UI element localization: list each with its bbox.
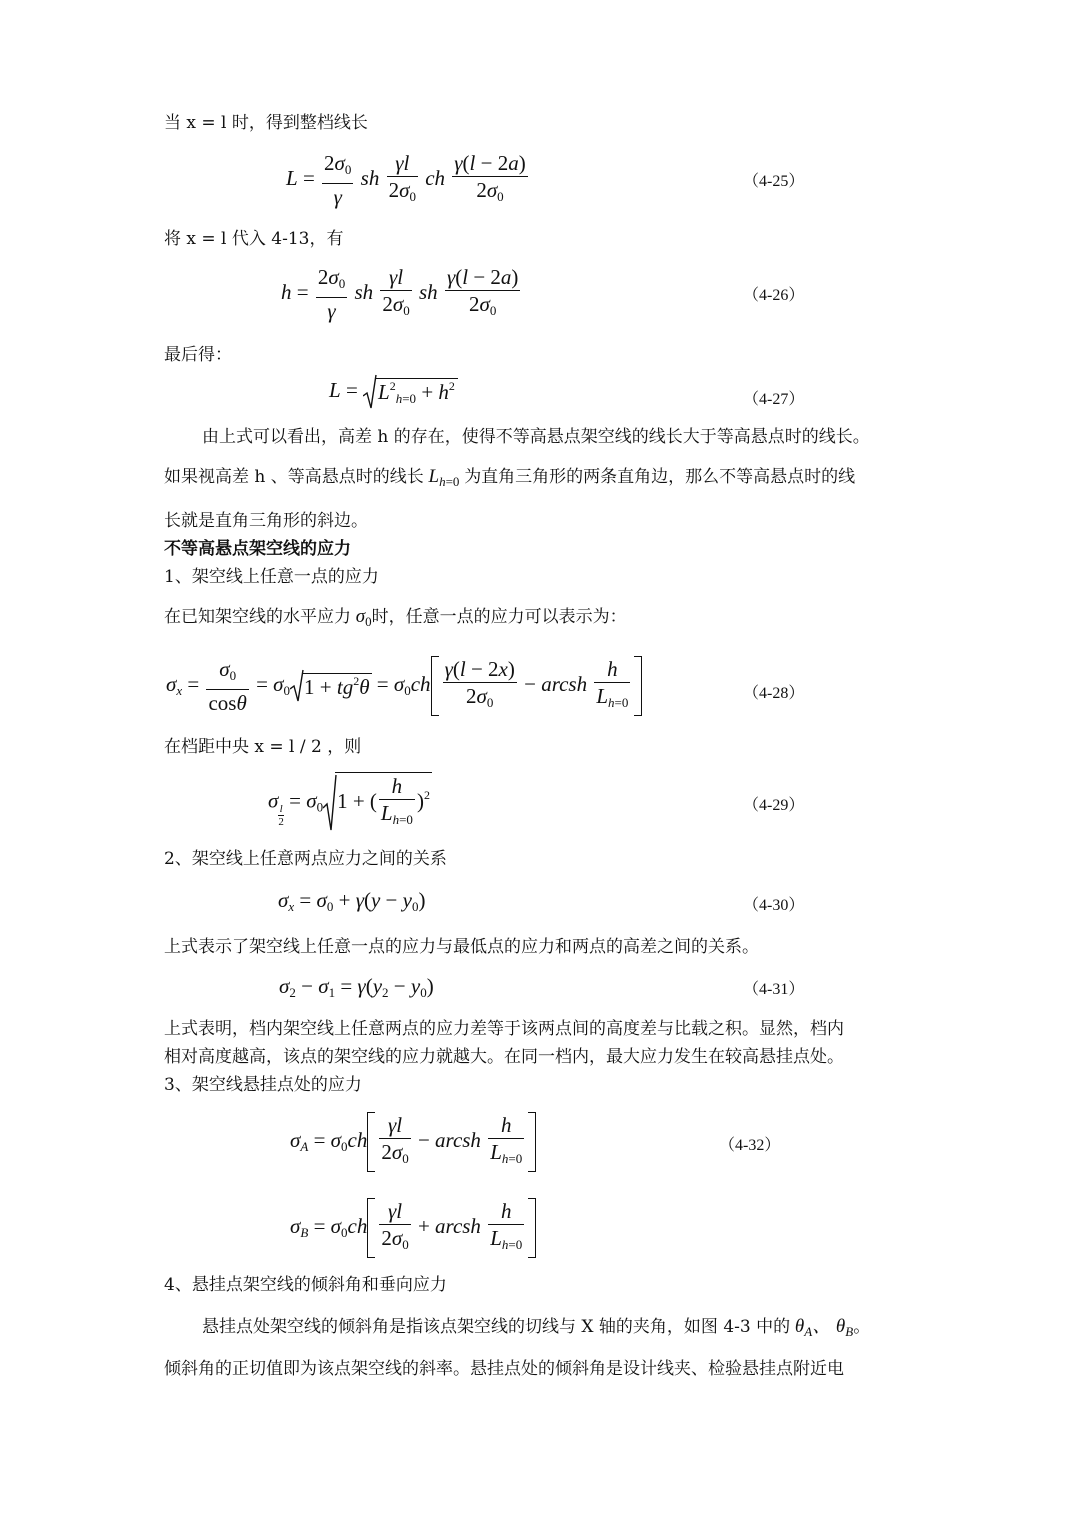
subsection-2-text: 上式表示了架空线上任意一点的应力与最低点的应力和两点的高差之间的关系。 bbox=[164, 937, 759, 957]
subsection-1-title: 1、架空线上任意一点的应力 bbox=[164, 567, 379, 587]
equation-4-26: h = $\frac{2\sigma_0}{\gamma}$ sh $\frac{\gamma l}{2\sigma_0}$ sh $\frac{\gamma(l - 2a)}{2\sigma_0}$ bbox=[281, 265, 519, 323]
equation-number-4-30: （4-30） bbox=[743, 897, 805, 914]
equation-4-32-a: $\sigma_A = \sigma_0ch$ $\frac{\gamma l}{2\sigma_0}$ − arcsh $\frac{h}{L_{h=0}}$ bbox=[290, 1112, 536, 1172]
subsection-1-text bbox=[164, 606, 627, 633]
subsection-4-line-1-text: 悬挂点处架空线的倾斜角是指该点架空线的切线与 X 轴的夹角，如图 4-3 中的 bbox=[202, 1317, 791, 1337]
equation-4-25: L = $\frac{2\sigma_0}{\gamma}$ sh $\frac{\gamma l}{2\sigma_0}$ ch $\frac{\gamma(l - 2a)}{2\sigma_0}$ bbox=[286, 151, 526, 209]
paragraph-line-1: 由上式可以看出，高差 h 的存在，使得不等高悬点架空线的线长大于等高悬点时的线长。 bbox=[202, 427, 870, 447]
text-line-midspan: 在档距中央 x = l / 2 ，则 bbox=[164, 737, 362, 757]
equation-number-4-32: （4-32） bbox=[719, 1137, 781, 1154]
equation-4-30: $\sigma_x = \sigma_0 + \gamma(y - y_0)$ bbox=[278, 888, 426, 914]
equation-4-29: σ $\frac{l}{2}$ = $\sigma_0$ 1 + ( $\frac{h}{L_{h=0}}$ )$^2$ bbox=[268, 772, 432, 833]
equation-4-28: $\sigma_x$ = $\frac{\sigma_0}{\cos\theta}$ = $\sigma_0$ $1 + tg^2\theta = \sigma_0ch$ $\frac{\gamma(l - 2x)}{2\sigma_0}$ − arcsh $\frac{h}{L_{h=0}}$ bbox=[166, 656, 642, 716]
subsection-4-line-2: 倾斜角的正切值即为该点架空线的斜率。悬挂点处的倾斜角是设计线夹、检验悬挂点附近电 bbox=[164, 1359, 844, 1379]
subsection-4-title: 4、悬挂点架空线的倾斜角和垂向应力 bbox=[164, 1275, 447, 1295]
equation-number-4-28: （4-28） bbox=[743, 685, 805, 702]
section-heading: 不等高悬点架空线的应力 bbox=[164, 539, 351, 559]
text-line-3: 最后得： bbox=[164, 345, 232, 365]
math-sigma0: $\sigma_0$ bbox=[351, 606, 372, 629]
text-line-2: 将 x = l 代入 4-13，有 bbox=[164, 229, 344, 249]
text-line-1: 当 x = l 时，得到整档线长 bbox=[164, 113, 368, 133]
subsection-2-result-line-2: 相对高度越高，该点的架空线的应力就越大。在同一档内，最大应力发生在较高悬挂点处。 bbox=[164, 1047, 844, 1067]
subsection-1-text-b: 时，任意一点的应力可以表示为： bbox=[371, 607, 627, 627]
subsection-1-text-a: 在已知架空线的水平应力 bbox=[164, 607, 351, 627]
equation-number-4-31: （4-31） bbox=[743, 981, 805, 998]
subsection-2-result-line-1: 上式表明，档内架空线上任意两点的应力差等于该两点间的高度差与比载之积。显然，档内 bbox=[164, 1019, 844, 1039]
equation-number-4-29: （4-29） bbox=[743, 797, 805, 814]
equation-4-27: $L = L^2_{h=0} + h^2$ bbox=[329, 374, 458, 410]
equation-4-32-b: $\sigma_B = \sigma_0ch$ $\frac{\gamma l}{2\sigma_0}$ + arcsh $\frac{h}{L_{h=0}}$ bbox=[290, 1198, 536, 1258]
subsection-4-line-1: 悬挂点处架空线的倾斜角是指该点架空线的切线与 X 轴的夹角，如图 4-3 中的 $\theta_A$、 $\theta_B$。 bbox=[202, 1316, 871, 1339]
paragraph-line-2a: 如果视高差 h 、等高悬点时的线长 bbox=[164, 467, 424, 487]
equation-number-4-27: （4-27） bbox=[743, 391, 805, 408]
math-L-h0: $L_{h=0}$ bbox=[423, 466, 460, 489]
paragraph-line-2 bbox=[164, 466, 855, 493]
subsection-2-title: 2、架空线上任意两点应力之间的关系 bbox=[164, 849, 447, 869]
equation-4-31: $\sigma_2 - \sigma_1 = \gamma(y_2 - y_0)$ bbox=[279, 974, 434, 1000]
math-theta-a-b: $\theta_A$、 $\theta_B$ bbox=[790, 1316, 854, 1339]
equation-number-4-26: （4-26） bbox=[743, 287, 805, 304]
paragraph-line-2b: 为直角三角形的两条直角边，那么不等高悬点时的线 bbox=[464, 467, 856, 487]
equation-number-4-25: （4-25） bbox=[743, 173, 805, 190]
subsection-3-title: 3、架空线悬挂点处的应力 bbox=[164, 1075, 362, 1095]
paragraph-line-3: 长就是直角三角形的斜边。 bbox=[164, 511, 368, 531]
